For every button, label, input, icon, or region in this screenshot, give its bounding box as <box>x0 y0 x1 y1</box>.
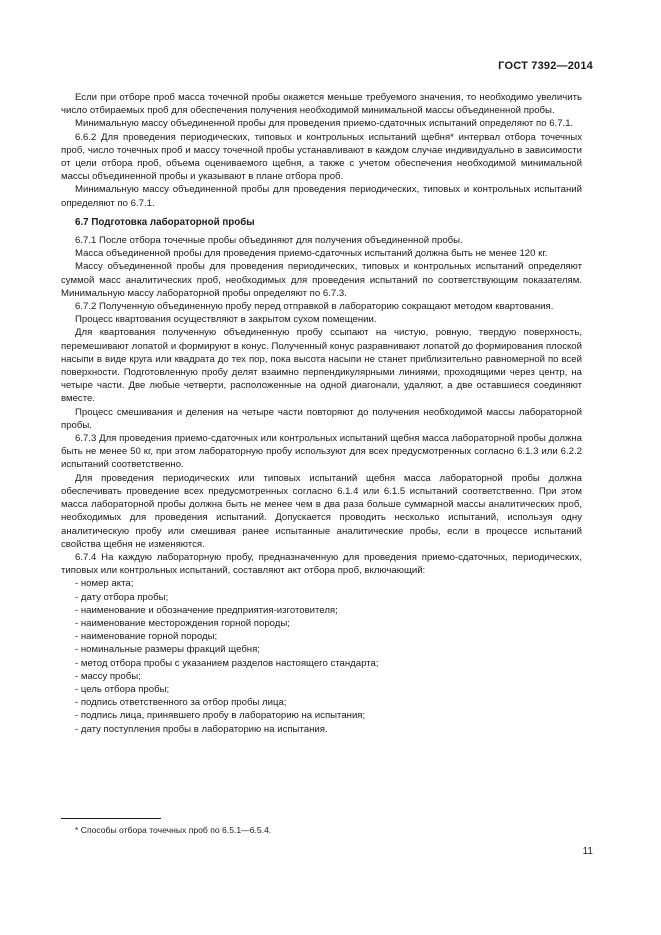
paragraph: 6.7.2 Полученную объединенную пробу перед отправкой в лабораторию сокращают методом квартования. <box>75 301 554 313</box>
footnote: * Способы отбора точечных проб по 6.5.1—6.5.4. <box>75 825 272 835</box>
list-item: - дату поступления пробы в лабораторию на испытания. <box>75 723 328 735</box>
page-number: 11 <box>582 846 593 857</box>
list-item: - цель отбора пробы; <box>75 683 170 695</box>
paragraph: 6.7.4 На каждую лабораторную пробу, предназначенную для проведения приемо-сдаточных, периодических, типовых или контрольных испытаний, составляют акт отбора проб, включающий: <box>61 551 582 577</box>
list-item: - массу пробы; <box>75 670 141 682</box>
document-header: ГОСТ 7392—2014 <box>498 60 593 72</box>
section-heading: 6.7 Подготовка лабораторной пробы <box>75 216 255 228</box>
paragraph: Минимальную массу объединенной пробы для проведения приемо-сдаточных испытаний определяют по 6.7.1. <box>75 118 574 130</box>
list-item: - номинальные размеры фракций щебня; <box>75 644 260 656</box>
paragraph: 6.7.3 Для проведения приемо-сдаточных или контрольных испытаний щебня масса лабораторной пробы должна быть не менее 50 кг, при этом лабораторную пробу используют для всех предусмотренных согласно 6.1.3 или 6.2.2 испытаний соответственно. <box>61 433 582 471</box>
list-item: - наименование месторождения горной породы; <box>75 617 290 629</box>
list-item: - метод отбора пробы с указанием разделов настоящего стандарта; <box>75 657 379 669</box>
list-item: - номер акта; <box>75 578 134 590</box>
paragraph: Если при отборе проб масса точечной пробы окажется меньше требуемого значения, то необходимо увеличить число отбираемых проб для обеспечения получения необходимой минимальной массы объединенной пробы. <box>61 92 582 117</box>
paragraph: 6.7.1 После отбора точечные пробы объединяют для получения объединенной пробы. <box>75 235 463 247</box>
paragraph: Процесс квартования осуществляют в закрытом сухом помещении. <box>75 314 377 326</box>
list-item: - наименование и обозначение предприятия-изготовителя; <box>75 604 338 616</box>
paragraph: Для квартования полученную объединенную пробу ссыпают на чистую, ровную, твердую поверхность, перемешивают лопатой и формируют в конус. Полученный конус разравнивают лопатой до формирования плоской насыпи в виде круга или квадрата до тех пор, пока высота насыпи не станет приблизительно равномерной по всей поверхности. Подготовленную пробу делят взаимно перпендикулярными линиями, проходящими через центр, на четыре части. Две любые четверти, расположенные на одной диагонали, удаляют, а две оставшиеся соединяют вместе. <box>61 327 582 405</box>
requirements-list <box>61 577 582 735</box>
document-body <box>61 91 582 736</box>
list-item: - подпись лица, принявшего пробу в лабораторию на испытания; <box>75 710 366 722</box>
paragraph: Для проведения периодических или типовых испытаний щебня масса лабораторной пробы должна обеспечивать проведение всех предусмотренных согласно 6.1.4 или 6.1.5 испытаний соответственно. При этом масса лабораторной пробы должна быть не менее чем в два раза больше суммарной массы аналитических проб, необходимых для проведения испытаний. Допускается проводить несколько испытаний, используя одну аналитическую пробу или смешивая ранее испытанные аналитические пробы, если в процессе испытаний свойства щебня не изменяются. <box>61 472 582 550</box>
paragraph: Минимальную массу объединенной пробы для проведения периодических, типовых и контрольных испытаний определяют по 6.7.1. <box>61 184 582 209</box>
list-item: - подпись ответственного за отбор пробы лица; <box>75 697 287 709</box>
list-item: - наименование горной породы; <box>75 631 218 643</box>
paragraph: Массу объединенной пробы для проведения периодических, типовых и контрольных испытаний определяют суммой масс аналитических проб, необходимых для проведения испытаний по соответствующим показателям. Минимальную массу лабораторной пробы определяют по 6.7.3. <box>61 261 582 299</box>
paragraph: Масса объединенной пробы для проведения приемо-сдаточных испытаний должна быть не менее 120 кг. <box>75 248 548 260</box>
paragraph: Процесс смешивания и деления на четыре части повторяют до получения необходимой массы лабораторной пробы. <box>61 406 582 431</box>
footnote-divider <box>61 818 161 819</box>
list-item: - дату отбора пробы; <box>75 591 169 603</box>
paragraph: 6.6.2 Для проведения периодических, типовых и контрольных испытаний щебня* интервал отбора точечных проб, число точечных проб и массу точечной пробы устанавливают в каждом случае индивидуально в зависимости от цели отбора проб, объема оцениваемого щебня, а также с учетом обеспечения необходимой минимальной массы объединенной пробы и указывают в плане отбора проб. <box>61 131 582 183</box>
